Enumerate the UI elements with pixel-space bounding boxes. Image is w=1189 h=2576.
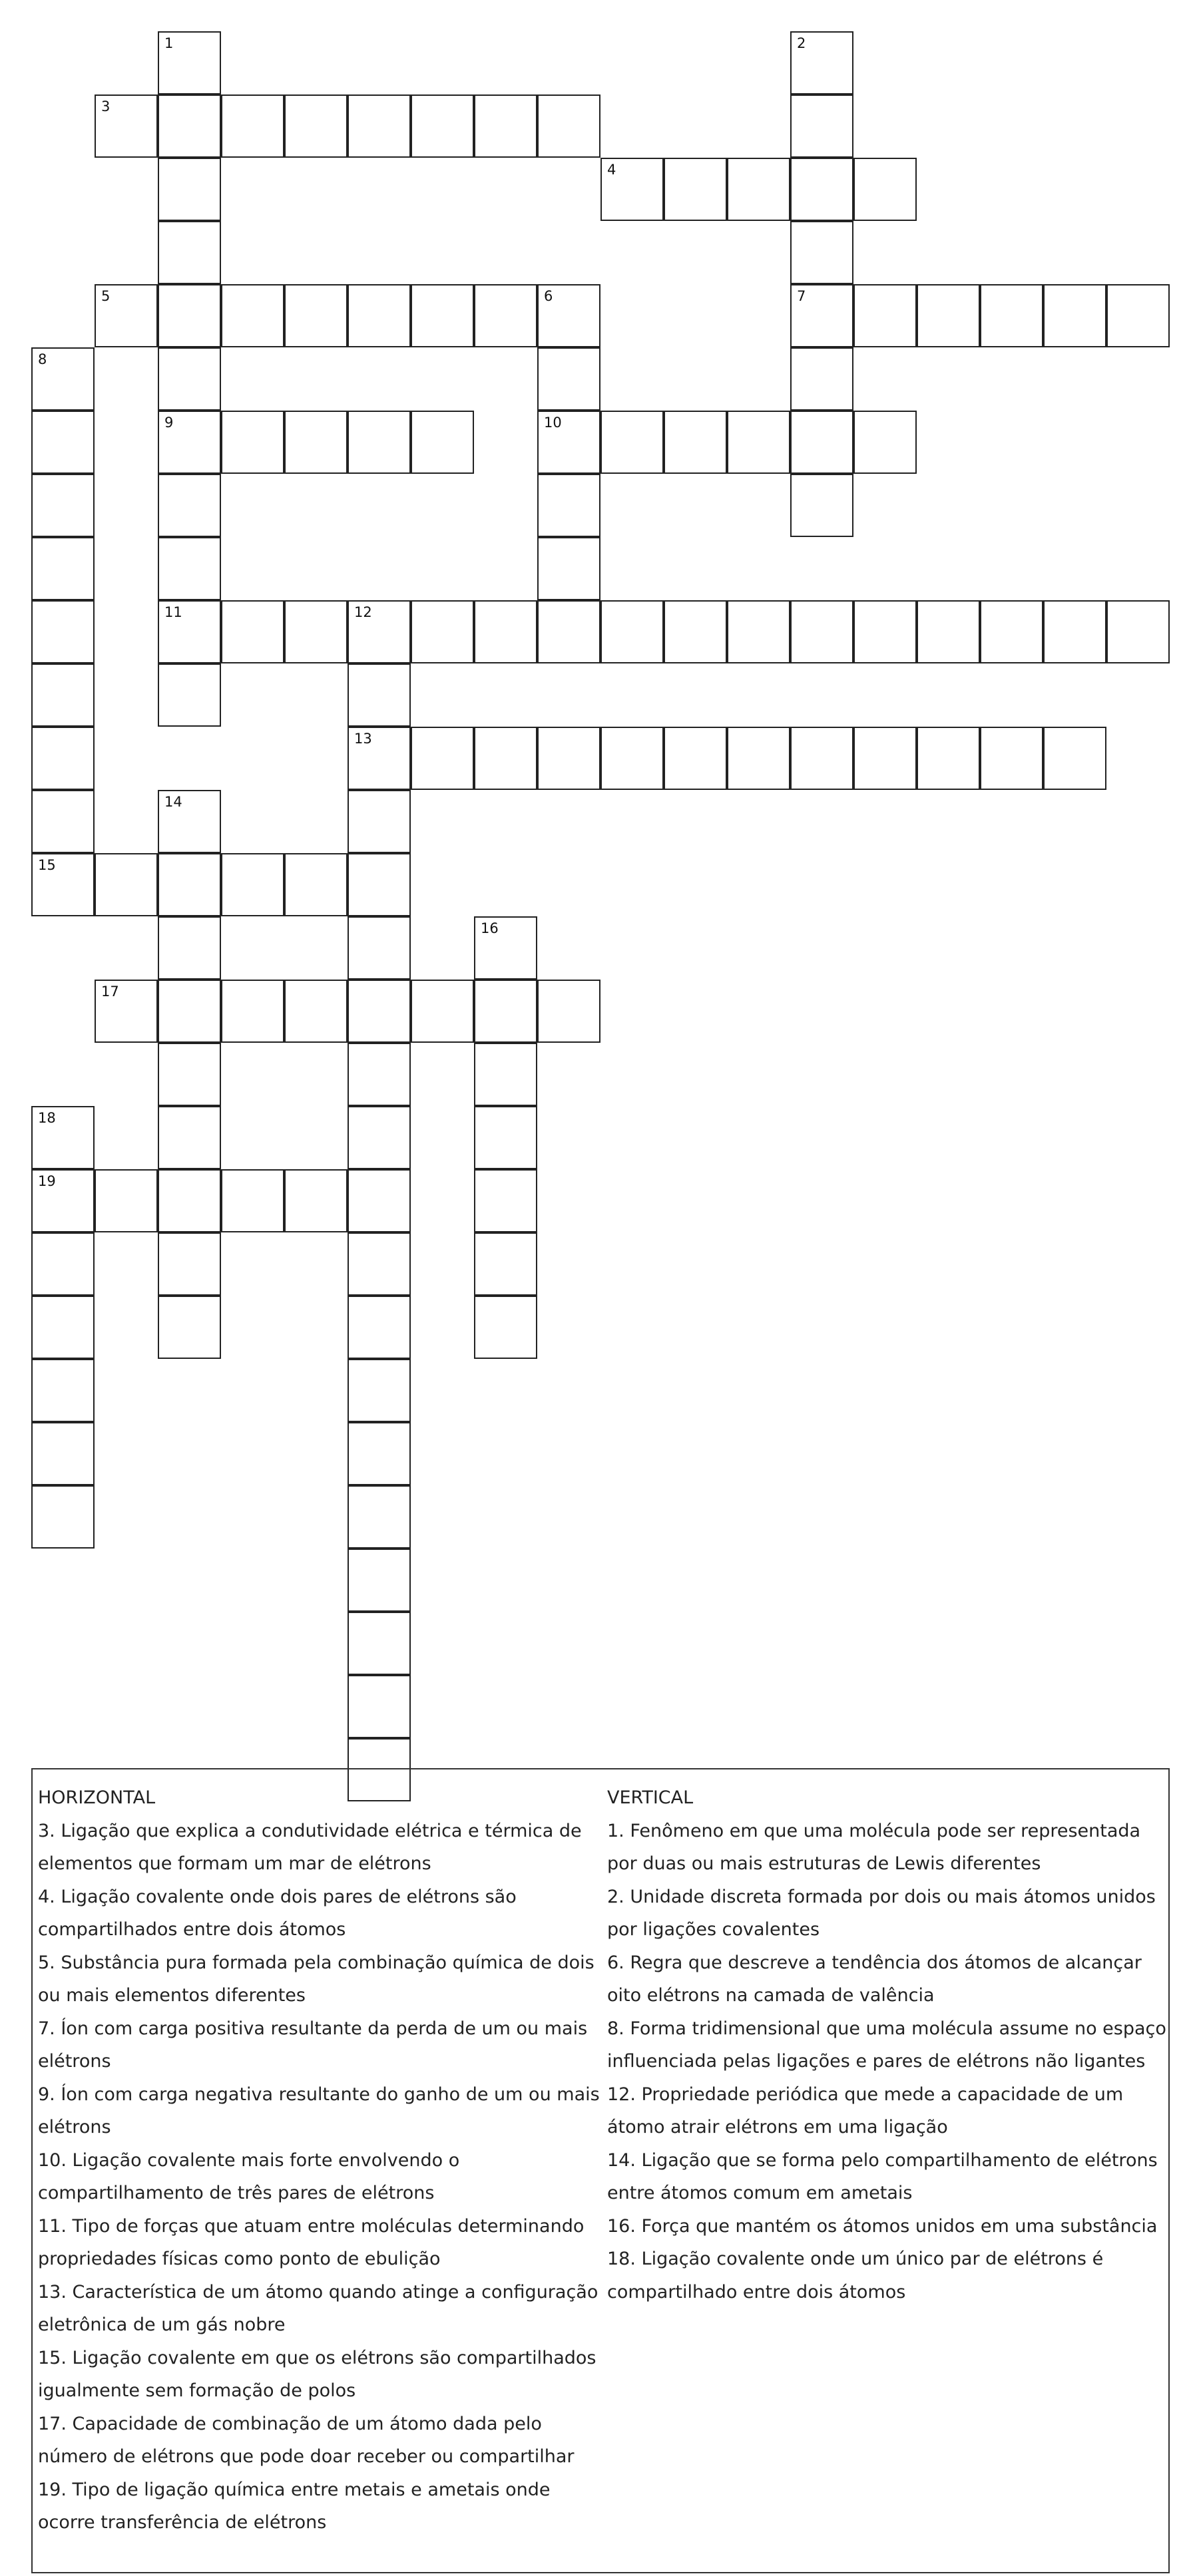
grid-cell[interactable]: [790, 600, 853, 663]
grid-cell[interactable]: [31, 1422, 95, 1485]
grid-cell[interactable]: [95, 980, 158, 1043]
clue-number: 5: [101, 288, 111, 304]
grid-cell[interactable]: [980, 284, 1043, 347]
grid-cell[interactable]: [790, 727, 853, 790]
grid-cell[interactable]: [411, 411, 474, 474]
grid-cell[interactable]: [31, 790, 95, 853]
horizontal-clues: [38, 1781, 610, 2539]
grid-cell[interactable]: [158, 916, 221, 980]
grid-cell[interactable]: [1106, 600, 1170, 663]
grid-cell[interactable]: [31, 1359, 95, 1422]
grid-cell[interactable]: [31, 411, 95, 474]
clue-number: 8: [38, 351, 47, 367]
grid-cell[interactable]: [790, 158, 853, 221]
grid-cell[interactable]: [411, 94, 474, 158]
clue-number: 16: [481, 920, 499, 936]
grid-cell[interactable]: [853, 411, 917, 474]
grid-cell[interactable]: [348, 916, 411, 980]
grid-cell[interactable]: [727, 727, 790, 790]
clue-number: 11: [164, 604, 182, 620]
clue-item: 4. Ligação covalente onde dois pares de elétrons são compartilhados entre dois átomos: [38, 1886, 517, 1940]
clue-item: 2. Unidade discreta formada por dois ou mais átomos unidos por ligações covalentes: [607, 1886, 1156, 1940]
clue-item: 19. Tipo de ligação química entre metais e ametais onde ocorre transferência de elétrons: [38, 2479, 551, 2533]
grid-cell[interactable]: [917, 727, 980, 790]
grid-cell[interactable]: [1043, 284, 1106, 347]
grid-cell[interactable]: [727, 411, 790, 474]
grid-cell[interactable]: [348, 1169, 411, 1232]
grid-cell[interactable]: [980, 727, 1043, 790]
grid-cell[interactable]: [221, 980, 284, 1043]
clue-item: 12. Propriedade periódica que mede a capacidade de um átomo atrair elétrons em uma ligação: [607, 2084, 1124, 2137]
grid-cell[interactable]: [853, 158, 917, 221]
grid-cell[interactable]: [95, 853, 158, 916]
grid-cell[interactable]: [727, 158, 790, 221]
grid-cell[interactable]: [284, 600, 348, 663]
grid-cell[interactable]: [158, 537, 221, 600]
clue-item: 16. Força que mantém os átomos unidos em uma substância: [607, 2215, 1158, 2237]
clue-number: 17: [101, 984, 119, 1000]
grid-cell[interactable]: [664, 411, 727, 474]
grid-cell[interactable]: [917, 600, 980, 663]
grid-cell[interactable]: [348, 1612, 411, 1675]
horizontal-clue-list: [38, 1815, 610, 2539]
grid-cell[interactable]: [31, 663, 95, 727]
clue-item: 10. Ligação covalente mais forte envolvendo o compartilhamento de três pares de elétrons: [38, 2149, 460, 2203]
clue-number: 2: [797, 35, 806, 51]
grid-cell[interactable]: [474, 1106, 537, 1169]
grid-cell[interactable]: [853, 600, 917, 663]
grid-cell[interactable]: [158, 1232, 221, 1296]
grid-cell[interactable]: [158, 790, 221, 853]
grid-cell[interactable]: [158, 474, 221, 537]
grid-cell[interactable]: [790, 284, 853, 347]
grid-cell[interactable]: [537, 284, 600, 347]
grid-cell[interactable]: [158, 1106, 221, 1169]
grid-cell[interactable]: [600, 727, 664, 790]
grid-cell[interactable]: [158, 1296, 221, 1359]
grid-cell[interactable]: [600, 600, 664, 663]
grid-cell[interactable]: [284, 1169, 348, 1232]
clue-item: 18. Ligação covalente onde um único par de elétrons é compartilhado entre dois átomos: [607, 2249, 1104, 2302]
grid-cell[interactable]: [348, 980, 411, 1043]
grid-cell[interactable]: [31, 600, 95, 663]
grid-cell[interactable]: [348, 790, 411, 853]
grid-cell[interactable]: [790, 347, 853, 411]
clue-item: 9. Íon com carga negativa resultante do ganho de um ou mais elétrons: [38, 2084, 600, 2137]
vertical-heading: VERTICAL: [607, 1787, 694, 1808]
grid-cell[interactable]: [221, 94, 284, 158]
grid-cell[interactable]: [664, 600, 727, 663]
grid-cell[interactable]: [284, 411, 348, 474]
grid-cell[interactable]: [158, 853, 221, 916]
grid-cell[interactable]: [31, 1169, 95, 1232]
grid-cell[interactable]: [348, 94, 411, 158]
grid-cell[interactable]: [790, 411, 853, 474]
grid-cell[interactable]: [474, 600, 537, 663]
clue-item: 11. Tipo de forças que atuam entre moléculas determinando propriedades físicas como ponto de ebulição: [38, 2215, 585, 2269]
grid-cell[interactable]: [348, 853, 411, 916]
grid-cell[interactable]: [158, 1169, 221, 1232]
clue-number: 3: [101, 98, 111, 114]
grid-cell[interactable]: [31, 1296, 95, 1359]
grid-cell[interactable]: [158, 600, 221, 663]
grid-cell[interactable]: [348, 1422, 411, 1485]
grid-cell[interactable]: [411, 284, 474, 347]
grid-cell[interactable]: [411, 727, 474, 790]
grid-cell[interactable]: [31, 474, 95, 537]
grid-cell[interactable]: [284, 284, 348, 347]
clue-number: 9: [164, 415, 174, 431]
grid-cell[interactable]: [158, 284, 221, 347]
clue-item: 8. Forma tridimensional que uma molécula assume no espaço influenciada pelas ligações e pares de elétrons não ligantes: [607, 2018, 1166, 2072]
grid-cell[interactable]: [348, 1106, 411, 1169]
grid-cell[interactable]: [474, 1232, 537, 1296]
grid-cell[interactable]: [158, 221, 221, 284]
clue-number: 14: [164, 794, 182, 810]
grid-cell[interactable]: [348, 1232, 411, 1296]
grid-cell[interactable]: [158, 663, 221, 727]
grid-cell[interactable]: [158, 1043, 221, 1106]
grid-cell[interactable]: [158, 94, 221, 158]
grid-cell[interactable]: [348, 1043, 411, 1106]
grid-cell[interactable]: [158, 347, 221, 411]
grid-cell[interactable]: [537, 411, 600, 474]
clue-number: 13: [354, 731, 372, 747]
clue-item: 3. Ligação que explica a condutividade elétrica e térmica de elementos que formam um mar de elétrons: [38, 1820, 582, 1874]
grid-cell[interactable]: [221, 600, 284, 663]
grid-cell[interactable]: [284, 853, 348, 916]
grid-cell[interactable]: [221, 411, 284, 474]
grid-cell[interactable]: [474, 94, 537, 158]
grid-cell[interactable]: [600, 411, 664, 474]
grid-cell[interactable]: [474, 916, 537, 980]
grid-cell[interactable]: [221, 1169, 284, 1232]
grid-cell[interactable]: [537, 347, 600, 411]
grid-cell[interactable]: [348, 1296, 411, 1359]
grid-cell[interactable]: [95, 94, 158, 158]
grid-cell[interactable]: [474, 1169, 537, 1232]
clue-item: 6. Regra que descreve a tendência dos átomos de alcançar oito elétrons na camada de valência: [607, 1952, 1142, 2006]
grid-cell[interactable]: [31, 347, 95, 411]
grid-cell[interactable]: [221, 853, 284, 916]
grid-cell[interactable]: [537, 727, 600, 790]
grid-cell[interactable]: [537, 474, 600, 537]
grid-cell[interactable]: [411, 600, 474, 663]
vertical-clue-list: [607, 1815, 1166, 2309]
grid-cell[interactable]: [917, 284, 980, 347]
grid-cell[interactable]: [1106, 284, 1170, 347]
grid-cell[interactable]: [411, 980, 474, 1043]
grid-cell[interactable]: [31, 1485, 95, 1549]
grid-cell[interactable]: [348, 1675, 411, 1738]
clue-number: 19: [38, 1173, 56, 1189]
grid-cell[interactable]: [790, 474, 853, 537]
grid-cell[interactable]: [158, 980, 221, 1043]
grid-cell[interactable]: [31, 727, 95, 790]
clue-number: 18: [38, 1110, 56, 1126]
grid-cell[interactable]: [853, 284, 917, 347]
clue-item: 1. Fenômeno em que uma molécula pode ser representada por duas ou mais estruturas de Lewis diferentes: [607, 1820, 1141, 1874]
clue-number: 4: [607, 162, 616, 178]
grid-cell[interactable]: [537, 94, 600, 158]
clue-item: 13. Característica de um átomo quando atinge a configuração eletrônica de um gás nobre: [38, 2281, 598, 2335]
clue-item: 5. Substância pura formada pela combinação química de dois ou mais elementos diferentes: [38, 1952, 594, 2006]
grid-cell[interactable]: [727, 600, 790, 663]
grid-cell[interactable]: [348, 727, 411, 790]
grid-cell[interactable]: [348, 1549, 411, 1612]
grid-cell[interactable]: [474, 284, 537, 347]
clue-number: 12: [354, 604, 372, 620]
clue-number: 10: [544, 415, 562, 431]
clue-number: 6: [544, 288, 553, 304]
grid-cell[interactable]: [95, 284, 158, 347]
grid-cell[interactable]: [348, 600, 411, 663]
grid-cell[interactable]: [537, 537, 600, 600]
grid-cell[interactable]: [474, 1043, 537, 1106]
grid-cell[interactable]: [600, 158, 664, 221]
grid-cell[interactable]: [95, 1169, 158, 1232]
grid-cell[interactable]: [31, 537, 95, 600]
grid-cell[interactable]: [348, 663, 411, 727]
clue-number: 15: [38, 857, 56, 873]
grid-cell[interactable]: [31, 1232, 95, 1296]
vertical-clues: [607, 1781, 1166, 2308]
clue-item: 7. Íon com carga positiva resultante da perda de um ou mais elétrons: [38, 2018, 588, 2072]
grid-cell[interactable]: [158, 411, 221, 474]
grid-cell[interactable]: [31, 1106, 95, 1169]
grid-cell[interactable]: [158, 31, 221, 94]
grid-cell[interactable]: [853, 727, 917, 790]
grid-cell[interactable]: [474, 1296, 537, 1359]
grid-cell[interactable]: [790, 221, 853, 284]
grid-cell[interactable]: [284, 94, 348, 158]
grid-cell[interactable]: [31, 853, 95, 916]
grid-cell[interactable]: [1043, 727, 1106, 790]
clue-item: 17. Capacidade de combinação de um átomo dada pelo número de elétrons que pode doar receber ou compartilhar: [38, 2413, 575, 2467]
grid-cell[interactable]: [348, 284, 411, 347]
grid-cell[interactable]: [980, 600, 1043, 663]
grid-cell[interactable]: [1043, 600, 1106, 663]
grid-cell[interactable]: [664, 158, 727, 221]
clues-panel: [31, 1768, 1170, 2573]
grid-cell[interactable]: [790, 94, 853, 158]
grid-cell[interactable]: [537, 600, 600, 663]
horizontal-heading: HORIZONTAL: [38, 1787, 156, 1808]
grid-cell[interactable]: [284, 980, 348, 1043]
clue-item: 15. Ligação covalente em que os elétrons são compartilhados igualmente sem formação de polos: [38, 2347, 596, 2401]
clue-number: 7: [797, 288, 806, 304]
grid-cell[interactable]: [474, 980, 537, 1043]
grid-cell[interactable]: [221, 284, 284, 347]
grid-cell[interactable]: [664, 727, 727, 790]
grid-cell[interactable]: [790, 31, 853, 94]
clue-item: 14. Ligação que se forma pelo compartilhamento de elétrons entre átomos comum em ametais: [607, 2149, 1158, 2203]
grid-cell[interactable]: [348, 411, 411, 474]
clue-number: 1: [164, 35, 174, 51]
grid-cell[interactable]: [348, 1359, 411, 1422]
grid-cell[interactable]: [474, 727, 537, 790]
grid-cell[interactable]: [158, 158, 221, 221]
grid-cell[interactable]: [537, 980, 600, 1043]
grid-cell[interactable]: [348, 1485, 411, 1549]
